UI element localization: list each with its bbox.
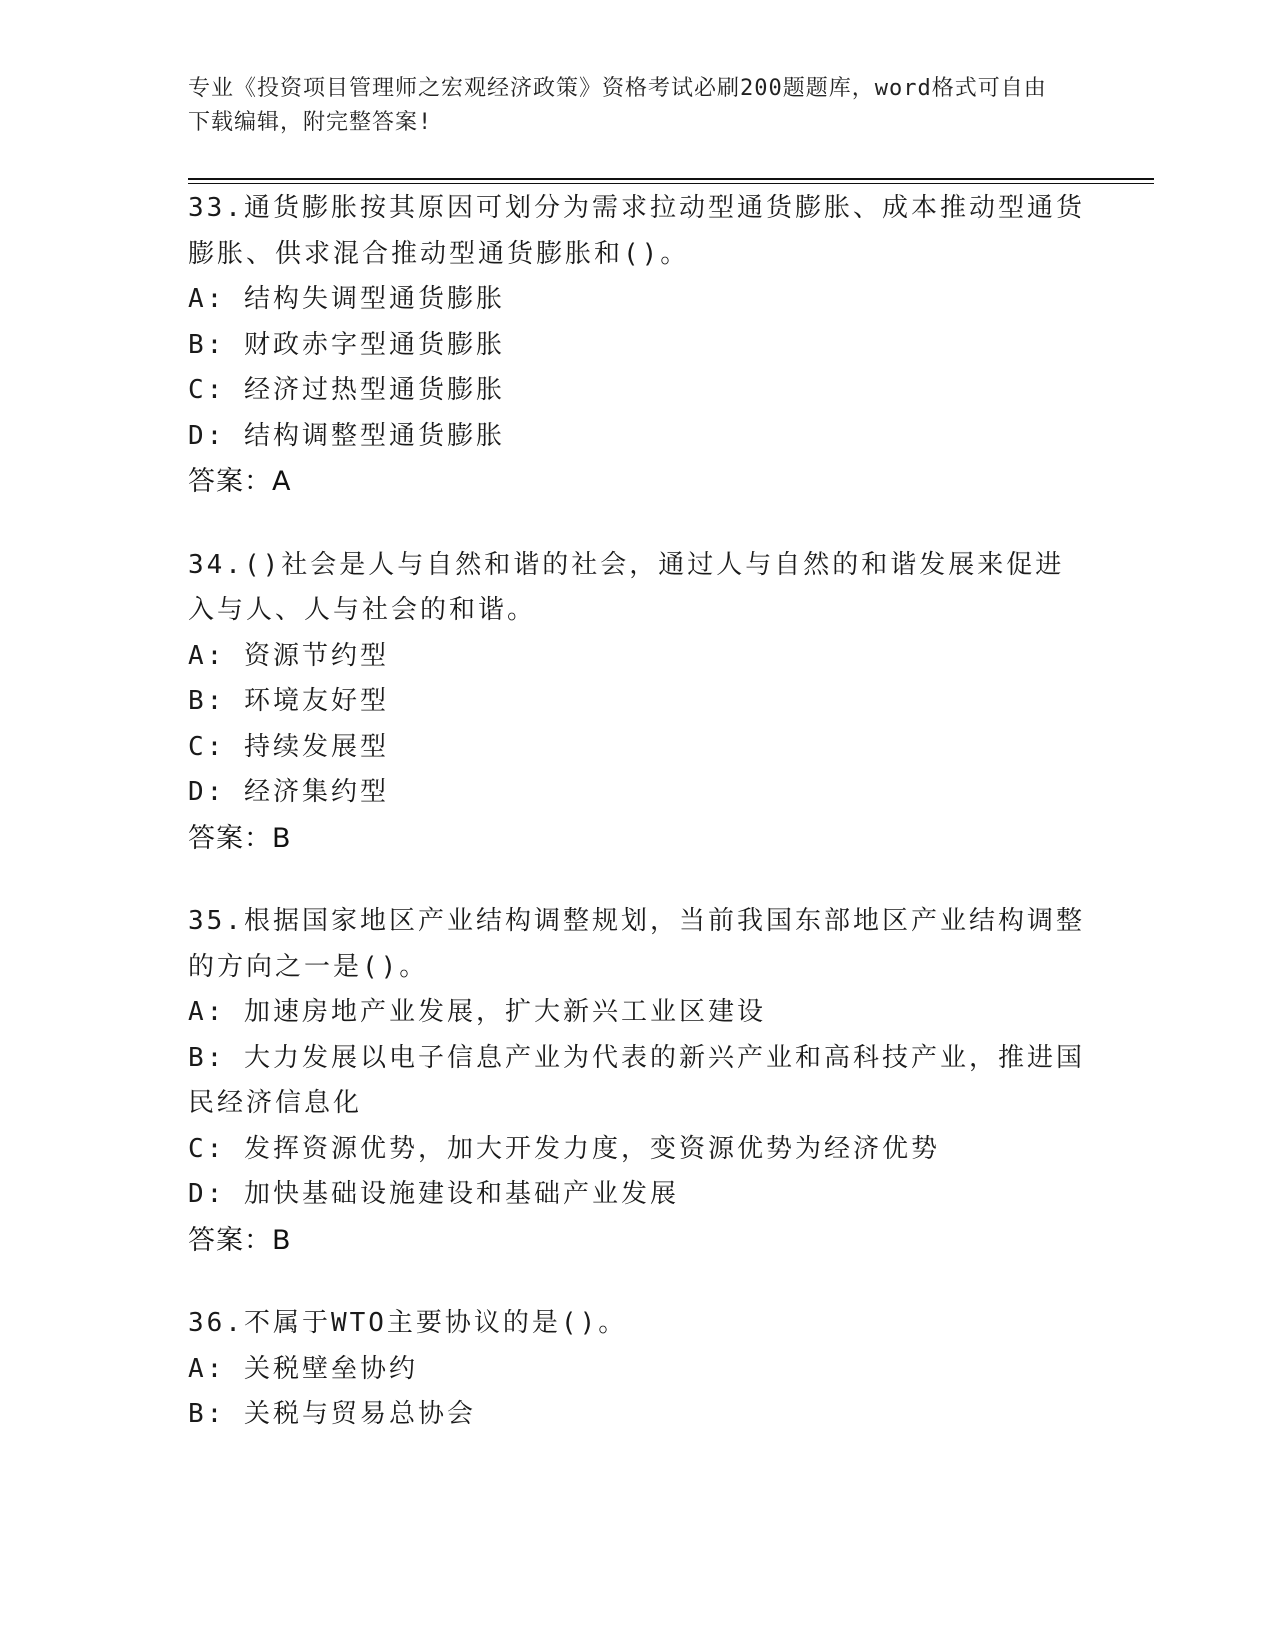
answer-line: 答案：B	[188, 822, 292, 854]
document-header: 专业《投资项目管理师之宏观经济政策》资格考试必刷200题题库，word格式可自由下载编辑，附完整答案!	[188, 76, 1047, 135]
answer-line: 答案：A	[188, 466, 292, 497]
option-b: B: 关税与贸易总协会	[188, 1399, 476, 1429]
answer-line: 答案：B	[188, 1224, 292, 1256]
option-a: A: 加速房地产业发展，扩大新兴工业区建设	[188, 997, 766, 1027]
question-list	[188, 186, 1088, 1476]
option-c: C: 经济过热型通货膨胀	[188, 375, 505, 405]
question-stem: 36.不属于WTO主要协议的是()。	[188, 1308, 628, 1338]
option-c: C: 持续发展型	[188, 731, 389, 762]
option-b: B: 大力发展以电子信息产业为代表的新兴产业和高科技产业，推进国民经济信息化	[188, 1042, 1085, 1118]
question-33	[188, 186, 1088, 505]
option-a: A: 关税壁垒协约	[188, 1353, 418, 1384]
option-d: D: 加快基础设施建设和基础产业发展	[188, 1179, 679, 1209]
option-d: D: 经济集约型	[188, 777, 389, 807]
header-divider-thick	[188, 178, 1154, 180]
question-34	[188, 543, 1088, 862]
option-a: A: 资源节约型	[188, 640, 389, 671]
option-d: D: 结构调整型通货膨胀	[188, 420, 505, 451]
option-b: B: 财政赤字型通货膨胀	[188, 329, 505, 360]
question-35	[188, 899, 1088, 1263]
option-b: B: 环境友好型	[188, 686, 389, 716]
question-stem: 33.通货膨胀按其原因可划分为需求拉动型通货膨胀、成本推动型通货膨胀、供求混合推动型通货膨胀和()。	[188, 193, 1085, 269]
question-36	[188, 1301, 1088, 1438]
option-c: C: 发挥资源优势，加大开发力度，变资源优势为经济优势	[188, 1133, 940, 1164]
question-stem: 35.根据国家地区产业结构调整规划，当前我国东部地区产业结构调整的方向之一是()。	[188, 906, 1085, 982]
header-divider-thin	[188, 183, 1154, 184]
option-a: A: 结构失调型通货膨胀	[188, 284, 505, 314]
question-stem: 34.()社会是人与自然和谐的社会，通过人与自然的和谐发展来促进入与人、人与社会的和谐。	[188, 549, 1065, 625]
